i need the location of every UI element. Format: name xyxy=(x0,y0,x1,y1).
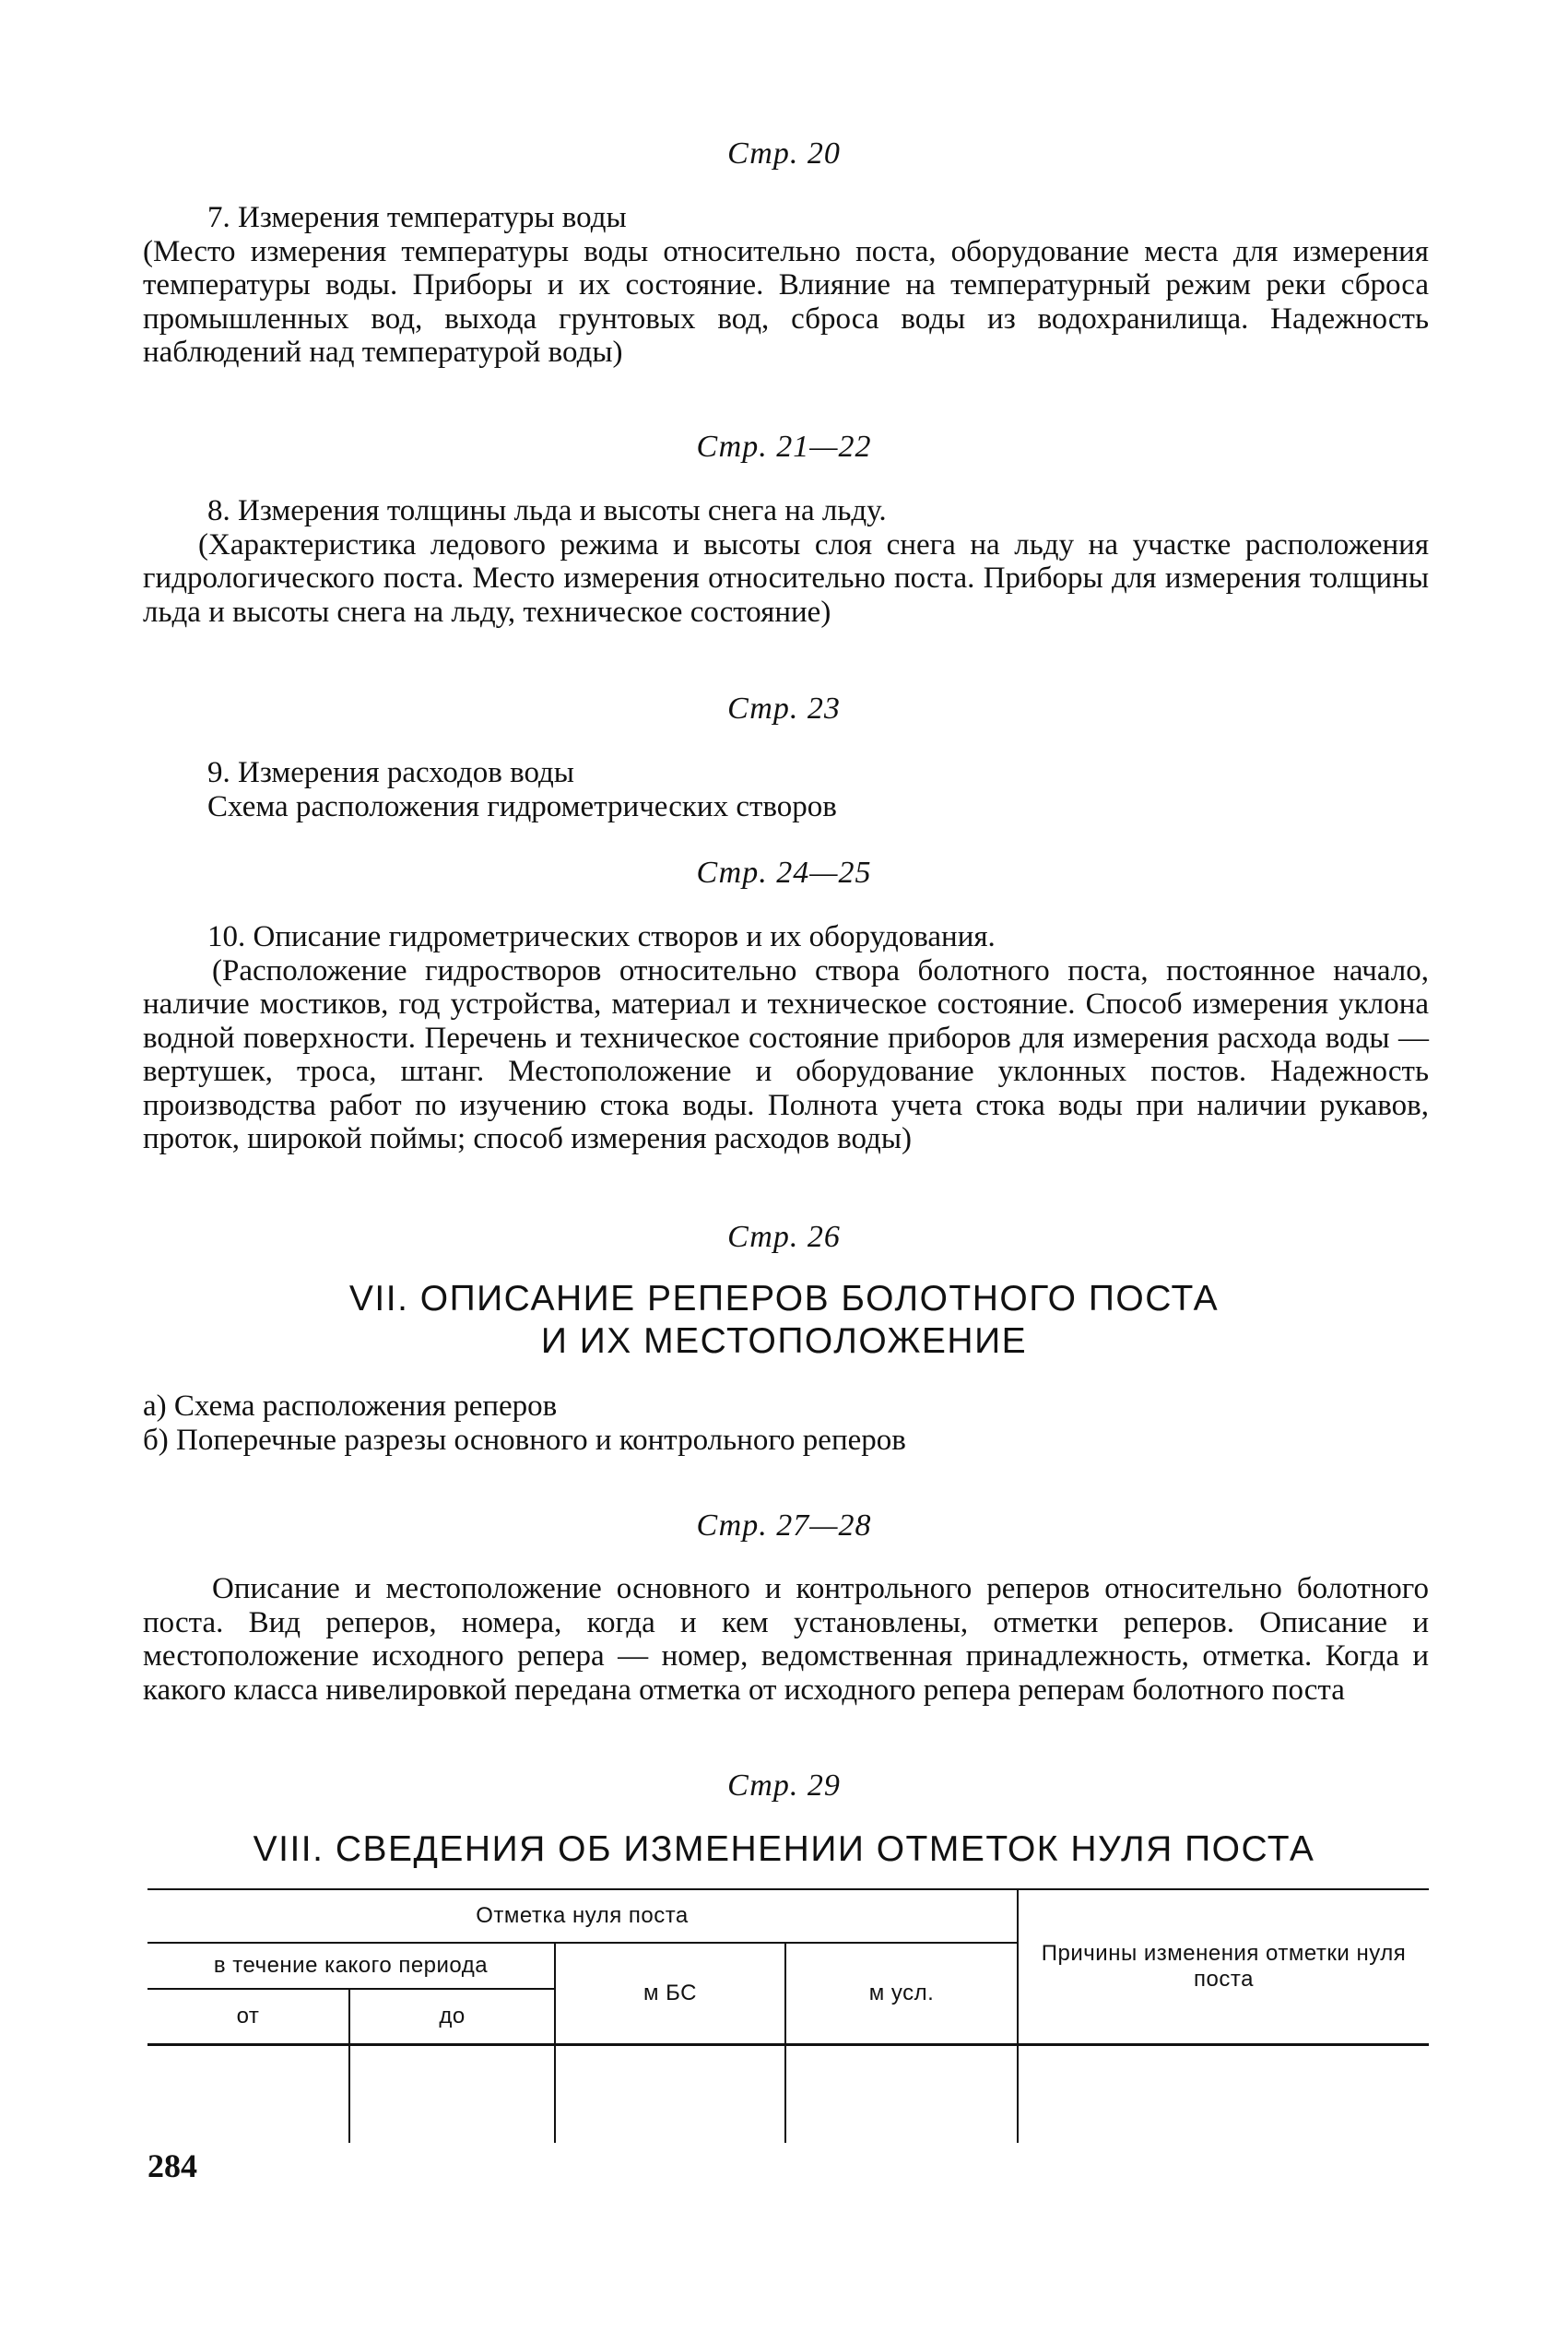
page-ref: Стр. 27—28 xyxy=(696,1508,872,1543)
item-description: (Расположение гидростворов относительно створа болотного поста, постоянное начало, наличие мостиков, год устройства, материал и техническое состояние. Способ измерения уклона водной поверхности. Перечень и техническое состояние приборов для измерения расхода воды — вертушек, троса, штанг. Местоположение и оборудование уклонных постов. Надежность производства работ по изучению стока воды. Полнота учета стока воды при наличии рукавов, проток, широкой поймы; способ измерения расходов воды) xyxy=(143,953,1429,1155)
paragraph: Описание и местоположение основного и контрольного реперов относительно болотного поста. Вид реперов, номера, когда и кем установлены, отметки реперов. Описание и местоположение исходного репера — номер, ведомственная принадлежность, отметка. Когда и какого класса нивелировкой передана отметка от исходного репера реперам болотного поста xyxy=(143,1572,1429,1707)
table-cell xyxy=(349,2045,555,2144)
item-title: 8. Измерения толщины льда и высоты снега на льду. xyxy=(207,494,887,527)
item-description: Схема расположения гидрометрических створов xyxy=(207,789,837,823)
page-ref: Стр. 24—25 xyxy=(696,856,872,890)
item-title: 9. Измерения расходов воды xyxy=(207,756,574,789)
column-header-m-usl: м усл. xyxy=(785,1943,1018,2045)
table-cell xyxy=(785,2045,1018,2144)
column-header-m-bs: м БС xyxy=(555,1943,785,2045)
section-9 xyxy=(143,756,1429,823)
heading-line: И ИХ МЕСТОПОЛОЖЕНИЕ xyxy=(540,1321,1028,1361)
page-ref: Стр. 21—22 xyxy=(696,430,872,464)
column-header-to: до xyxy=(349,1989,555,2045)
column-group-header: Отметка нуля поста xyxy=(147,1889,1018,1943)
column-header-reason: Причины изменения отметки нуля поста xyxy=(1018,1889,1429,2045)
section-8 xyxy=(143,494,1429,629)
list-item: б) Поперечные разрезы основного и контрольного реперов xyxy=(143,1424,906,1457)
page-ref: Стр. 20 xyxy=(727,136,841,171)
page-ref: Стр. 23 xyxy=(727,692,841,726)
zero-mark-table xyxy=(147,1888,1429,2143)
item-description: (Характеристика ледового режима и высоты слоя снега на льду на участке расположения гидрологического поста. Место измерения относительно поста. Приборы для измерения толщины льда и высоты снега на льду, техническое состояние) xyxy=(143,527,1429,629)
list-item: а) Схема расположения реперов xyxy=(143,1390,558,1423)
section-7 xyxy=(143,201,1429,370)
section-10 xyxy=(143,920,1429,1156)
table-cell xyxy=(555,2045,785,2144)
item-description: (Место измерения температуры воды относительно поста, оборудование места для измерения температуры воды. Приборы и их состояние. Влияние на температурный режим реки сброса промышленных вод, выхода грунтовых вод, сброса воды из водохранилища. Надежность наблюдений над температурой воды) xyxy=(143,234,1429,369)
benchmark-description xyxy=(143,1572,1429,1707)
benchmark-list xyxy=(143,1390,1429,1458)
heading-line: VII. ОПИСАНИЕ РЕПЕРОВ БОЛОТНОГО ПОСТА xyxy=(348,1279,1220,1319)
column-header-from: от xyxy=(147,1989,349,2045)
page-ref: Стр. 29 xyxy=(727,1768,841,1803)
section-heading: VIII. СВЕДЕНИЯ ОБ ИЗМЕНЕНИИ ОТМЕТОК НУЛЯ ПОСТА xyxy=(253,1829,1315,1869)
page-number: 284 xyxy=(147,2147,197,2184)
page-ref: Стр. 26 xyxy=(727,1220,841,1254)
item-title: 7. Измерения температуры воды xyxy=(207,201,627,234)
column-header-period: в течение какого периода xyxy=(147,1943,555,1989)
table-cell xyxy=(1018,2045,1429,2144)
item-title: 10. Описание гидрометрических створов и их оборудования. xyxy=(207,920,996,953)
table-row xyxy=(147,2045,1429,2144)
table-cell xyxy=(147,2045,349,2144)
